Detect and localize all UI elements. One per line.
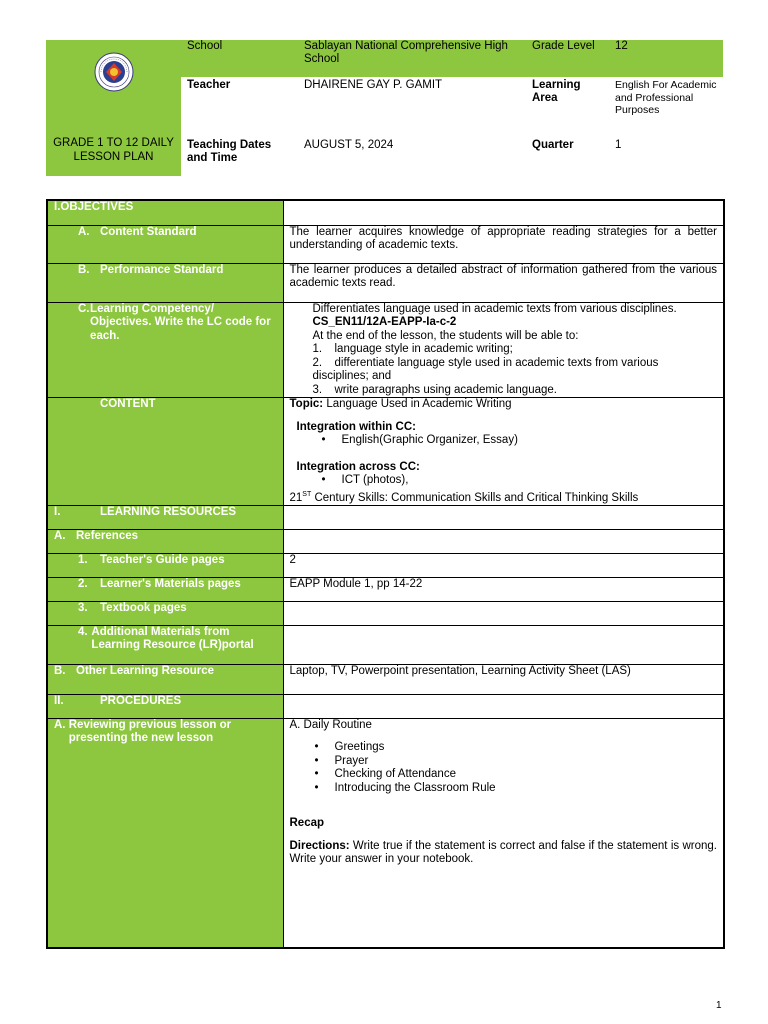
performance-standard-label-cell [47, 263, 283, 302]
integration-within-label: Integration within CC: [296, 420, 416, 433]
lesson-plan-title: GRADE 1 TO 12 DAILY LESSON PLAN [53, 137, 174, 163]
performance-standard-text: The learner produces a detailed abstract of information gathered from the various academic texts read. [283, 263, 724, 302]
list-item: • English(Graphic Organizer, Essay) [342, 434, 718, 448]
competency-code: CS_EN11/12A-EAPP-Ia-c-2 [312, 316, 457, 328]
content-cell [283, 398, 724, 506]
teacher-value: DHAIRENE GAY P. GAMIT [298, 77, 526, 137]
textbook-pages-label: Textbook pages [100, 601, 187, 614]
teachers-guide-label: Teacher's Guide pages [100, 553, 225, 566]
teachers-guide-value: 2 [283, 553, 724, 577]
additional-materials-label: Additional Materials from Learning Resource (LR)portal [91, 625, 254, 652]
grade-level-value: 12 [609, 40, 723, 77]
teaching-dates-label: Teaching Dates and Time [181, 137, 298, 176]
competency-item: 1. language style in academic writing; [312, 343, 513, 355]
other-resource-label: Other Learning Resource [76, 664, 215, 677]
table-row [47, 263, 724, 302]
content-label-cell [47, 398, 283, 506]
item-number: B. [78, 263, 90, 276]
learning-resources-heading: LEARNING RESOURCES [100, 505, 237, 518]
additional-materials-value [283, 625, 724, 664]
table-row: 2. Learner's Materials pages EAPP Module 1, pp 14-22 [47, 577, 724, 601]
review-lesson-label: Reviewing previous lesson or presenting the new lesson [68, 718, 232, 745]
table-row: 1. Teacher's Guide pages 2 [47, 553, 724, 577]
table-row [47, 529, 724, 553]
table-row [47, 302, 724, 398]
topic-value: Language Used in Academic Writing [326, 398, 512, 410]
performance-standard-label: Performance Standard [100, 263, 224, 276]
content-standard-label: Content Standard [100, 225, 197, 238]
daily-routine-title: A. Daily Routine [289, 718, 372, 731]
learning-resources-value [283, 505, 724, 529]
competency-item: 3. write paragraphs using academic language. [312, 383, 557, 396]
grade-level-label: Grade Level [526, 40, 609, 77]
learning-resources-heading-cell: I. LEARNING RESOURCES [47, 505, 283, 529]
textbook-pages-value [283, 601, 724, 625]
item-number: A. [78, 225, 90, 238]
list-item: • ICT (photos), [342, 474, 718, 488]
school-value: Sablayan National Comprehensive High School [298, 40, 526, 77]
procedures-heading: PROCEDURES [100, 694, 182, 707]
competency-end: At the end of the lesson, the students will be able to: [312, 329, 579, 342]
other-resource-value: Laptop, TV, Powerpoint presentation, Learning Activity Sheet (LAS) [283, 664, 724, 694]
competency-item: 2. differentiate language style used in academic texts from various disciplines; and [312, 356, 659, 382]
teacher-label: Teacher [181, 77, 298, 137]
content-standard-label-cell [47, 225, 283, 263]
list-item: • Greetings [335, 741, 718, 755]
table-row [47, 505, 724, 529]
learning-area-value: English For Academic and Professional Purposes [609, 77, 723, 137]
quarter-label: Quarter [526, 137, 609, 176]
table-row [47, 225, 724, 263]
teaching-dates-value: AUGUST 5, 2024 [298, 137, 526, 176]
learners-materials-value: EAPP Module 1, pp 14-22 [283, 577, 724, 601]
topic-label: Topic: [289, 398, 324, 410]
directions-text: Directions: Write true if the statement is correct and false if the statement is wrong. Write your answer in your notebook. [289, 839, 717, 866]
review-lesson-cell [283, 718, 724, 948]
integration-across-label: Integration across CC: [296, 460, 420, 473]
content-label: CONTENT [100, 398, 156, 410]
learning-area-label: Learning Area [526, 77, 609, 137]
procedures-value [283, 694, 724, 718]
content-standard-text: The learner acquires knowledge of appropriate reading strategies for a better understanding of academic texts. [283, 225, 724, 263]
table-row: 3. Textbook pages [47, 601, 724, 625]
list-item: • Checking of Attendance [335, 768, 718, 782]
table-row: A. Reviewing previous lesson or presenting the new lesson A. Daily Routine • Greetings • Prayer • Checking of Attendance • Introducing the Classroom Rule Recap Directions: Write true if the statement is correct and false if the statement is wrong. Write your answer in your notebook. [47, 718, 724, 948]
list-item: • Prayer [335, 755, 718, 769]
header-logo-cell [46, 40, 181, 176]
learning-competency-label-cell [47, 302, 283, 398]
learning-competency-label: Learning Competency/ Objectives. Write the LC code for each. [90, 302, 271, 342]
learning-competency-cell [283, 302, 724, 398]
header-table [46, 40, 723, 176]
deped-seal-icon [94, 52, 134, 92]
objectives-value [283, 200, 724, 225]
objectives-heading: I.OBJECTIVES [47, 200, 283, 225]
table-row [47, 398, 724, 506]
table-row: II. PROCEDURES [47, 694, 724, 718]
table-row: 4. Additional Materials from Learning Resource (LR)portal [47, 625, 724, 664]
references-value [283, 529, 724, 553]
page-number: 1 [716, 1000, 722, 1011]
table-row: B. Other Learning Resource Laptop, TV, Powerpoint presentation, Learning Activity Sheet (LAS) [47, 664, 724, 694]
recap-title: Recap [289, 817, 325, 830]
lesson-plan-table [46, 199, 725, 949]
quarter-value: 1 [609, 137, 723, 176]
references-label-cell: A. References [47, 529, 283, 553]
item-number: C. [78, 302, 90, 315]
table-row [47, 200, 724, 225]
learners-materials-label: Learner's Materials pages [100, 577, 241, 590]
century-skills: 21ST Century Skills: Communication Skills and Critical Thinking Skills [289, 490, 639, 504]
list-item: • Introducing the Classroom Rule [335, 782, 718, 796]
references-label: References [76, 529, 139, 542]
competency-intro: Differentiates language used in academic texts from various disciplines. [312, 302, 677, 315]
school-label: School [181, 40, 298, 77]
